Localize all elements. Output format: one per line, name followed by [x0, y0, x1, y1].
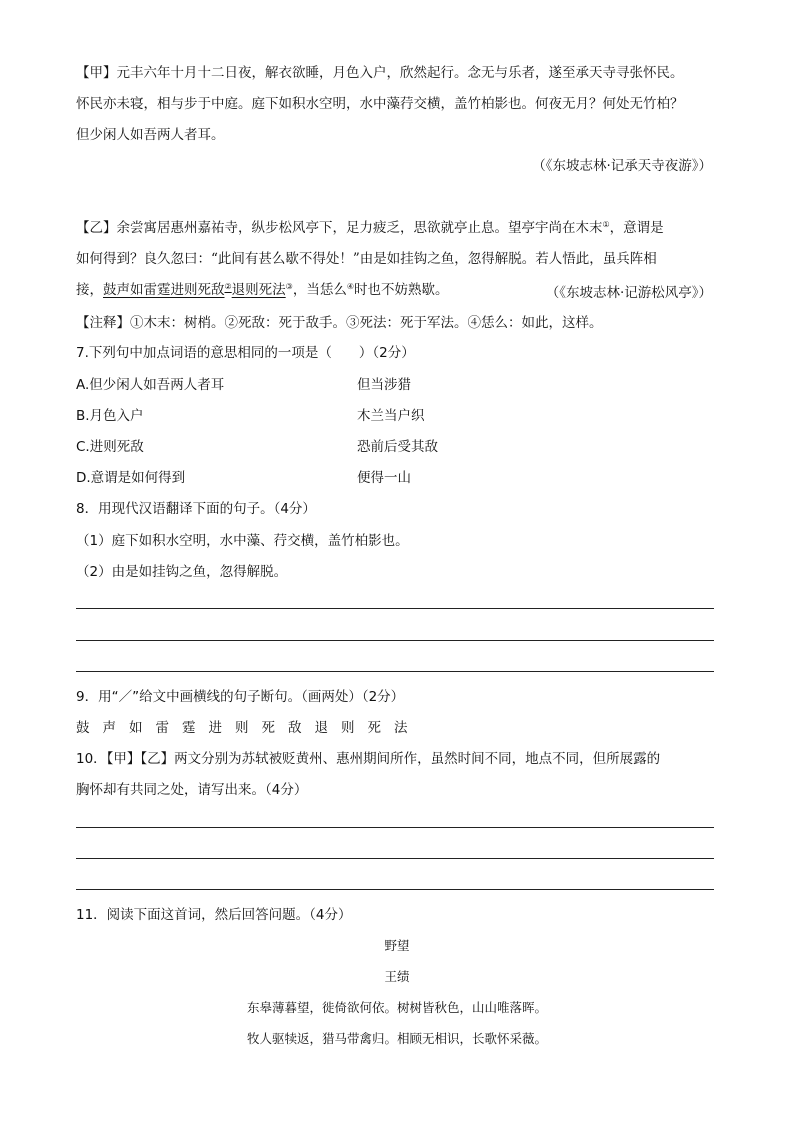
q10-line-2: 胸怀却有共同之处，请写出来。（4分）: [76, 782, 308, 798]
q9-stem: 9．用“／”给文中画横线的句子断句。（画两处）（2分）: [76, 689, 405, 705]
passage-b-source: （《东坡志林·记游松风亭》）: [545, 285, 712, 301]
answer-line-q10-1[interactable]: [76, 827, 714, 828]
note-mark-3: ③: [285, 282, 293, 291]
q7-option-b-left: B.月色入户: [76, 408, 144, 424]
annotations: 【注释】①木末：树梢。②死敌：死于敌手。③死法：死于军法。④恁么：如此，这样。: [76, 315, 603, 331]
answer-line-q10-3[interactable]: [76, 889, 714, 890]
note-mark-2: ②: [224, 282, 232, 291]
passage-b-line-2: 如何得到？良久忽曰：“此间有甚么歇不得处！”由是如挂钩之鱼，忽得解脱。若人悟此，虽兵阵相: [76, 251, 657, 267]
q11-stem: 11．阅读下面这首词，然后回答问题。（4分）: [76, 907, 352, 923]
q10-line-1: 10．【甲】【乙】两文分别为苏轼被贬黄州、惠州期间所作，虽然时间不同，地点不同，但所展露的: [76, 751, 661, 767]
passage-b-line-3-head: 接，: [76, 282, 103, 298]
q7-stem: 7.下列句中加点词语的意思相同的一项是（ ）（2分）: [76, 345, 415, 361]
q7-option-a-left: A.但少闲人如吾两人者耳: [76, 377, 225, 393]
q9-sentence: 鼓声如雷霆进则死敌退则死法: [76, 720, 421, 736]
underlined-sentence-part-1: 鼓声如雷霆进则死敌: [103, 282, 225, 298]
underlined-sentence-part-2: 退则死法: [231, 282, 286, 298]
poem-line-2: 牧人驱犊返，猎马带禽归。相顾无相识，长歌怀采薇。: [246, 1031, 547, 1046]
q8-item-2: （2）由是如挂钩之鱼，忽得解脱。: [76, 564, 288, 580]
passage-b-line-1: [76, 218, 664, 238]
q7-option-c: [76, 437, 438, 457]
answer-line-q10-2[interactable]: [76, 858, 714, 859]
note-mark-4: ④: [346, 282, 355, 291]
passage-b-line-3: [76, 280, 449, 300]
passage-a-line-2: 怀民亦未寝，相与步于中庭。庭下如积水空明，水中藻荇交横，盖竹柏影也。何夜无月？何处无竹柏？: [76, 96, 684, 112]
answer-line-q8-2[interactable]: [76, 640, 714, 641]
poem-line-1: 东皋薄暮望，徙倚欲何依。树树皆秋色，山山唯落晖。: [246, 1000, 547, 1015]
q7-option-d-right: 便得一山: [357, 470, 411, 486]
passage-a-source: （《东坡志林·记承天寺夜游》）: [532, 158, 712, 174]
q8-stem: 8．用现代汉语翻译下面的句子。（4分）: [76, 501, 316, 517]
q7-option-d-left: D.意谓是如何得到: [76, 470, 186, 486]
q7-option-d: [76, 468, 411, 488]
poem-author: 王绩: [384, 969, 410, 984]
poem-title: 野望: [384, 938, 410, 953]
passage-b-line-3-mid: ，当恁么: [292, 282, 347, 298]
q7-option-b: [76, 406, 425, 426]
passage-b-line-3-tail: 时也不妨熟歇。: [354, 282, 449, 298]
passage-a-line-3: 但少闲人如吾两人者耳。: [76, 127, 225, 143]
answer-line-q8-3[interactable]: [76, 671, 714, 672]
q7-option-a: [76, 375, 411, 395]
q7-option-c-right: 恐前后受其敌: [357, 439, 438, 455]
q7-option-c-left: C.进则死敌: [76, 439, 144, 455]
passage-b-line-1-tail: ，意谓是: [609, 220, 664, 236]
q7-option-b-right: 木兰当户织: [357, 408, 425, 424]
q8-item-1: （1）庭下如积水空明，水中藻、荇交横，盖竹柏影也。: [76, 533, 409, 549]
passage-a-line-1: 【甲】元丰六年十月十二日夜，解衣欲睡，月色入户，欣然起行。念无与乐者，遂至承天寺寻张怀民。: [76, 65, 684, 81]
passage-b-line-1-text: 【乙】余尝寓居惠州嘉祐寺，纵步松风亭下，足力疲乏，思欲就亭止息。望亭宇尚在木末: [76, 220, 603, 236]
q7-option-a-right: 但当涉猎: [357, 377, 411, 393]
answer-line-q8-1[interactable]: [76, 608, 714, 609]
note-mark-1: ①: [602, 220, 610, 229]
